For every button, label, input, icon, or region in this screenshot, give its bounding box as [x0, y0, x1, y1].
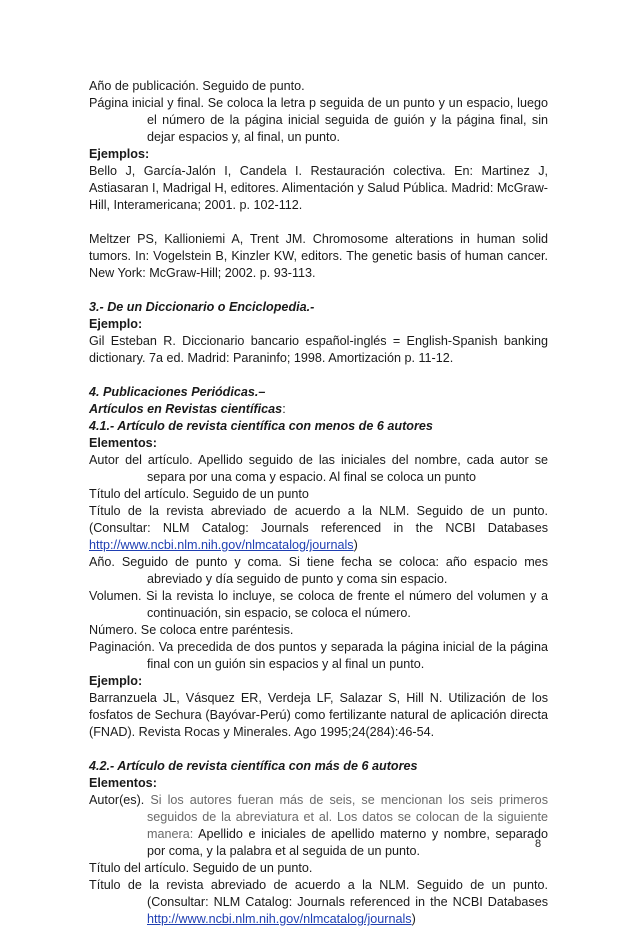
heading-ejemplo-2: Ejemplo: [89, 674, 143, 688]
reference-4: Barranzuela JL, Vásquez ER, Verdeja LF, Salazar S, Hill N. Utilización de los fosfatos de Sechura (Bayóvar-Perú) como fertilizante natural de aplicación directa (FNAD). Revista Rocas y Minerales. Ago 1995;24(284):46-54. [89, 691, 548, 739]
subheading-articulos [89, 401, 548, 418]
element-autores-format: Apellido e iniciales de apellido materno y nombre, separado por coma, y la palabra et al seguida de un punto. [147, 827, 548, 858]
nlm-catalog-link-2[interactable]: http://www.ncbi.nlm.nih.gov/nlmcatalog/journals [147, 912, 412, 926]
document-body [89, 78, 548, 928]
element-titulo: Título del artículo. Seguido de un punto [89, 487, 309, 501]
heading-section-4: 4. Publicaciones Periódicas.– [89, 385, 266, 399]
element-paginacion: Paginación. Va precedida de dos puntos y separada la página inicial de la página final con un guión sin espacios y al final un punto. [89, 640, 548, 671]
nlm-catalog-link-1[interactable]: http://www.ncbi.nlm.nih.gov/nlmcatalog/journals [89, 538, 354, 552]
line-year: Año de publicación. Seguido de punto. [89, 79, 305, 93]
subheading-articulos-text: Artículos en Revistas científicas [89, 402, 283, 416]
element-autor: Autor del artículo. Apellido seguido de las iniciales del nombre, cada autor se separa por una coma y espacio. Al final se coloca un punto [89, 453, 548, 484]
element-volumen: Volumen. Si la revista lo incluye, se coloca de frente el número del volumen y a continuación, sin espacio, se coloca el número. [89, 589, 548, 620]
element-ano: Año. Seguido de punto y coma. Si tiene fecha se coloca: año espacio mes abreviado y día seguido de punto y coma sin espacio. [89, 555, 548, 586]
reference-1: Bello J, García-Jalón I, Candela I. Restauración colectiva. En: Martinez J, Astiasaran I, Madrigal H, editores. Alimentación y Salud Pública. Madrid: McGraw-Hill, Interamericana; 2001. p. 102-112. [89, 164, 548, 212]
heading-section-3: 3.- De un Diccionario o Enciclopedia.- [89, 300, 315, 314]
element-revista-text: Título de la revista abreviado de acuerdo a la NLM. Seguido de un punto. (Consultar: NLM Catalog: Journals referenced in the NCBI Databases [89, 504, 548, 535]
heading-ejemplo-1: Ejemplo: [89, 317, 143, 331]
element-revista-close: ) [353, 538, 358, 552]
heading-elementos-2: Elementos: [89, 776, 157, 790]
element-titulo-2: Título del artículo. Seguido de un punto. [89, 861, 313, 875]
heading-elementos-1: Elementos: [89, 436, 157, 450]
element-autores-note: Si los autores fueran más de seis, se mencionan los seis primeros seguidos de la abreviatura et al. Los datos se colocan de la siguiente manera: [147, 793, 548, 841]
line-pages: Página inicial y final. Se coloca la letra p seguida de un punto y un espacio, luego el número de la página inicial seguida de guión y la página final, sin dejar espacios y, al final, un punto. [89, 96, 548, 144]
page-number: 8 [535, 838, 542, 850]
element-autores [89, 792, 548, 860]
element-revista-2-text: Título de la revista abreviado de acuerdo a la NLM. Seguido de un punto. (Consultar: NLM Catalog: Journals referenced in the NCBI Databases [89, 878, 548, 909]
subheading-colon: : [282, 402, 286, 416]
heading-section-4-1: 4.1.- Artículo de revista científica con menos de 6 autores [89, 419, 433, 433]
element-numero: Número. Se coloca entre paréntesis. [89, 623, 294, 637]
element-autores-label: Autor(es). [89, 793, 151, 807]
element-revista-2-close: ) [411, 912, 416, 926]
reference-3: Gil Esteban R. Diccionario bancario español-inglés = English-Spanish banking dictionary. 7a ed. Madrid: Paraninfo; 1998. Amortización p. 11-12. [89, 334, 548, 365]
element-revista [89, 503, 548, 554]
reference-2: Meltzer PS, Kallioniemi A, Trent JM. Chromosome alterations in human solid tumors. In: Vogelstein B, Kinzler KW, editors. The genetic basis of human cancer. New York: McGraw-Hill; 2002. p. 93-113. [89, 232, 548, 280]
heading-section-4-2: 4.2.- Artículo de revista científica con más de 6 autores [89, 759, 418, 773]
heading-ejemplos: Ejemplos: [89, 147, 150, 161]
